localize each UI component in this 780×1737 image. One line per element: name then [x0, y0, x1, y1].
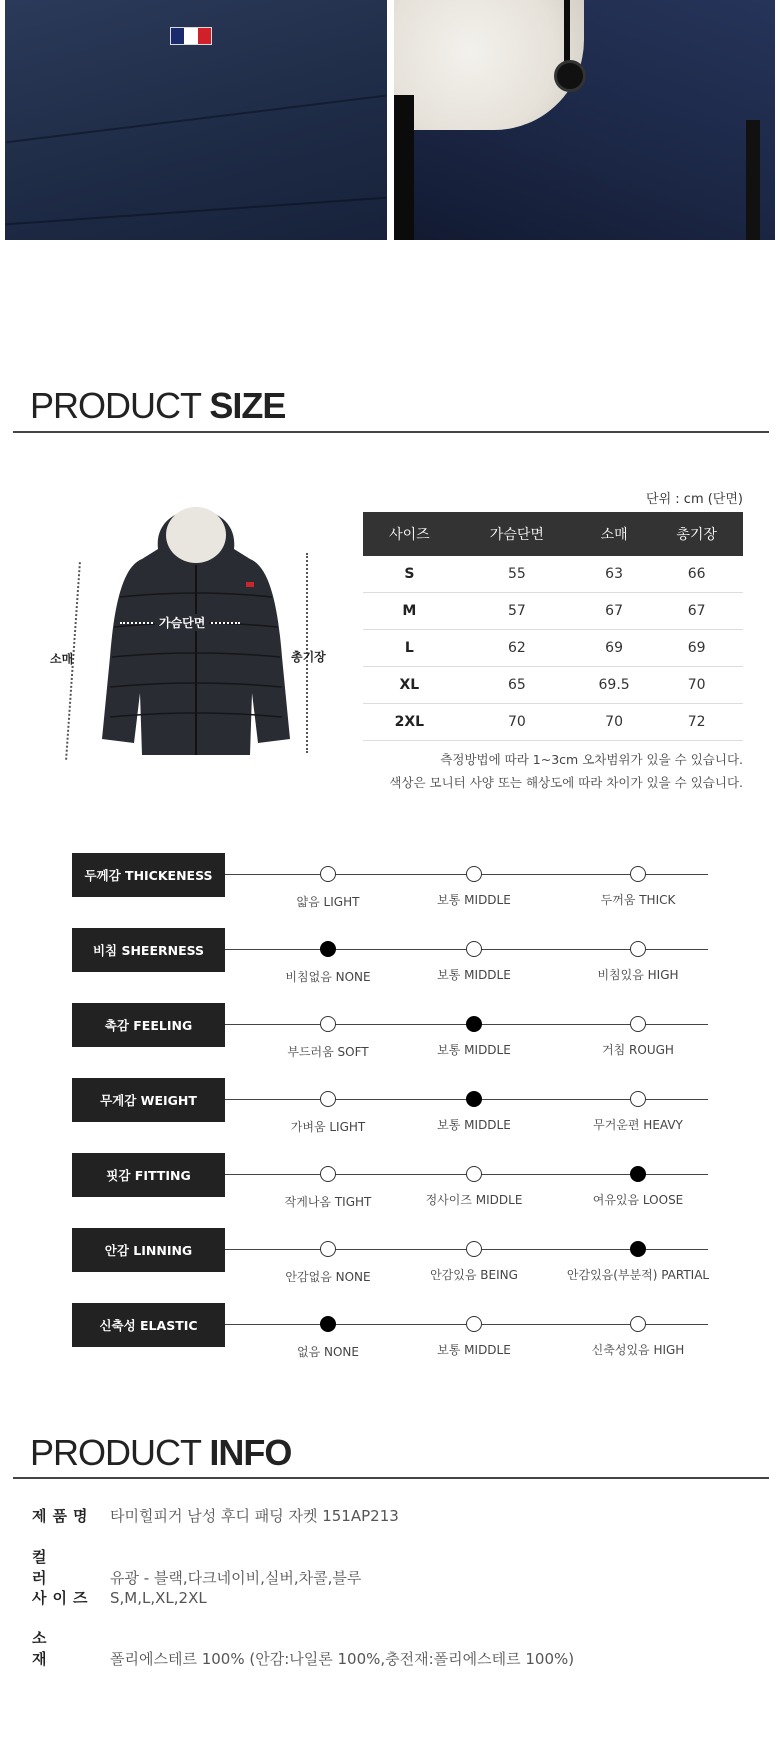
empty-dot-icon: [466, 1241, 482, 1257]
empty-dot-icon: [466, 866, 482, 882]
attribute-option-label: 무거운편 HEAVY: [593, 1118, 683, 1132]
attribute-option-label: 부드러움 SOFT: [287, 1045, 369, 1059]
length-label: 총기장: [291, 650, 326, 664]
attribute-label: 두께감 THICKENESS: [72, 853, 225, 897]
attribute-option-label: 정사이즈 MIDDLE: [425, 1193, 523, 1207]
empty-dot-icon: [630, 1316, 646, 1332]
product-photo-hood-detail: [394, 0, 775, 240]
size-cell: 2XL: [363, 704, 456, 741]
sleeve-cell: 67: [578, 593, 650, 630]
chest-cell: 62: [456, 630, 578, 667]
chest-cell: 57: [456, 593, 578, 630]
sleeve-label: 소매: [50, 652, 74, 666]
empty-dot-icon: [630, 1091, 646, 1107]
quilt-seam: [6, 95, 385, 144]
drawcord: [564, 0, 570, 62]
empty-dot-icon: [466, 1316, 482, 1332]
chest-cell: 55: [456, 556, 578, 593]
cord-toggle-icon: [554, 60, 586, 92]
attribute-row: [72, 853, 708, 909]
length-cell: 66: [650, 556, 743, 593]
attribute-option-label: 가벼움 LIGHT: [290, 1120, 366, 1134]
attribute-row: [72, 928, 708, 984]
info-value: 유광 - 블랙,다크네이비,실버,차콜,블루: [110, 1569, 362, 1587]
size-table: [363, 512, 743, 741]
length-cell: 70: [650, 667, 743, 704]
length-cell: 67: [650, 593, 743, 630]
selected-dot-icon: [630, 1241, 646, 1257]
attribute-label: 비침 SHEERNESS: [72, 928, 225, 972]
selected-dot-icon: [466, 1016, 482, 1032]
empty-dot-icon: [320, 866, 336, 882]
quilt-seam: [5, 197, 386, 226]
sleeve-cell: 69.5: [578, 667, 650, 704]
header-cell: 가슴단면: [456, 512, 578, 556]
info-row-color: [32, 1546, 361, 1588]
selected-dot-icon: [320, 941, 336, 957]
header-cell: 소매: [578, 512, 650, 556]
attribute-row: [72, 1153, 708, 1209]
size-cell: S: [363, 556, 456, 593]
chest-label: 가슴단면: [155, 614, 209, 631]
measurement-note: 측정방법에 따라 1~3cm 오차범위가 있을 수 있습니다.: [440, 752, 743, 767]
attribute-row: [72, 1078, 708, 1134]
attribute-option-label: 거침 ROUGH: [602, 1043, 674, 1057]
empty-dot-icon: [466, 941, 482, 957]
chest-cell: 65: [456, 667, 578, 704]
info-key: 컬러: [32, 1548, 73, 1587]
attribute-option-label: 비침있음 HIGH: [597, 968, 679, 982]
attribute-option-label: 보통 MIDDLE: [437, 968, 511, 982]
size-cell: L: [363, 630, 456, 667]
unit-note: 단위 : cm (단면): [646, 492, 743, 507]
info-row-name: [32, 1505, 399, 1526]
product-photo-logo-detail: [5, 0, 387, 240]
attribute-option-label: 여유있음 LOOSE: [592, 1193, 684, 1207]
attribute-option-label: 안감있음(부분적) PARTIAL: [566, 1268, 710, 1282]
attribute-row: [72, 1228, 710, 1284]
size-table-header: [363, 512, 743, 556]
attribute-option-label: 없음 NONE: [297, 1345, 359, 1359]
sleeve-cell: 63: [578, 556, 650, 593]
size-cell: M: [363, 593, 456, 630]
info-key: 사이즈: [32, 1589, 94, 1607]
empty-dot-icon: [466, 1166, 482, 1182]
info-value: S,M,L,XL,2XL: [110, 1589, 207, 1607]
attribute-label: 무게감 WEIGHT: [72, 1078, 225, 1122]
attribute-option-label: 두꺼움 THICK: [600, 893, 676, 907]
info-key: 제품명: [32, 1507, 94, 1525]
empty-dot-icon: [630, 941, 646, 957]
info-value: 폴리에스테르 100% (안감:나일론 100%,충전재:폴리에스테르 100%): [110, 1650, 575, 1668]
length-cell: 69: [650, 630, 743, 667]
table-row: [363, 630, 743, 667]
zipper: [394, 95, 414, 240]
empty-dot-icon: [320, 1016, 336, 1032]
empty-dot-icon: [320, 1241, 336, 1257]
selected-dot-icon: [630, 1166, 646, 1182]
attribute-label: 촉감 FEELING: [72, 1003, 225, 1047]
size-cell: XL: [363, 667, 456, 704]
table-row: [363, 593, 743, 630]
size-section-rule: [13, 431, 769, 433]
attribute-option-label: 보통 MIDDLE: [437, 1043, 511, 1057]
logo-tape: [746, 120, 760, 240]
header-cell: 총기장: [650, 512, 743, 556]
attribute-label: 핏감 FITTING: [72, 1153, 225, 1197]
attribute-option-label: 보통 MIDDLE: [437, 1118, 511, 1132]
table-row: [363, 704, 743, 741]
attribute-row: [72, 1303, 708, 1359]
attribute-option-label: 얇음 LIGHT: [296, 895, 360, 909]
attribute-row: [72, 1003, 708, 1059]
empty-dot-icon: [320, 1091, 336, 1107]
table-row: [363, 667, 743, 704]
sleeve-cell: 70: [578, 704, 650, 741]
fleece-lining: [394, 0, 584, 130]
chest-cell: 70: [456, 704, 578, 741]
table-row: [363, 556, 743, 593]
attribute-option-label: 비침없음 NONE: [285, 970, 371, 984]
attribute-label: 신축성 ELASTIC: [72, 1303, 225, 1347]
header-cell: 사이즈: [363, 512, 456, 556]
selected-dot-icon: [320, 1316, 336, 1332]
selected-dot-icon: [466, 1091, 482, 1107]
info-value: 타미힐피거 남성 후디 패딩 자켓 151AP213: [110, 1507, 399, 1525]
attribute-option-label: 신축성있음 HIGH: [591, 1343, 685, 1357]
attribute-option-label: 안감없음 NONE: [285, 1270, 371, 1284]
attribute-option-label: 안감있음 BEING: [430, 1268, 518, 1282]
color-note: 색상은 모니터 사양 또는 해상도에 따라 차이가 있을 수 있습니다.: [389, 775, 743, 790]
info-key: 소재: [32, 1629, 73, 1668]
length-cell: 72: [650, 704, 743, 741]
tommy-flag-logo-icon: [170, 27, 212, 45]
empty-dot-icon: [320, 1166, 336, 1182]
info-section-title: PRODUCT INFO: [30, 1432, 292, 1473]
empty-dot-icon: [630, 866, 646, 882]
attribute-option-label: 보통 MIDDLE: [437, 893, 511, 907]
info-section-rule: [13, 1477, 769, 1479]
size-section-title: PRODUCT SIZE: [30, 385, 286, 426]
info-row-size: [32, 1587, 207, 1608]
attribute-option-label: 작게나옴 TIGHT: [284, 1195, 372, 1209]
empty-dot-icon: [630, 1016, 646, 1032]
attribute-label: 안감 LINNING: [72, 1228, 225, 1272]
sleeve-cell: 69: [578, 630, 650, 667]
attribute-option-label: 보통 MIDDLE: [437, 1343, 511, 1357]
info-row-material: [32, 1627, 574, 1669]
